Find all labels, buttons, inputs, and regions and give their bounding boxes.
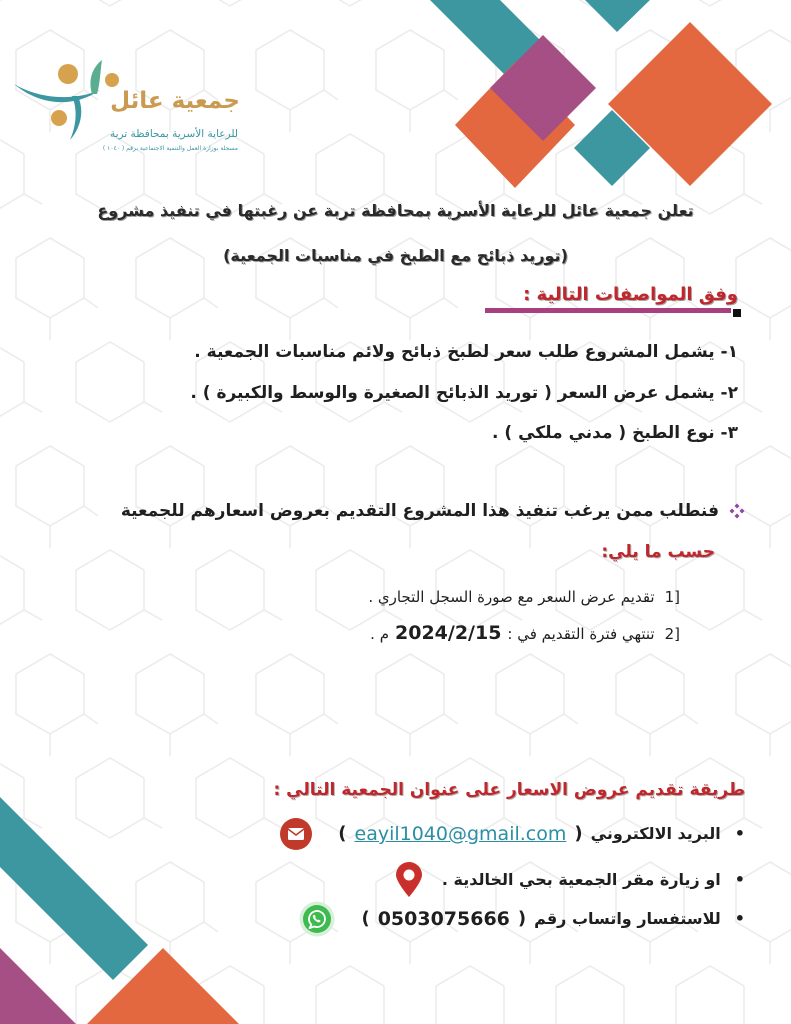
decor-teal-band-bottom	[0, 797, 148, 980]
step-1	[368, 585, 680, 609]
email-open-paren: (	[574, 823, 583, 844]
email-label: البريد الالكتروني	[590, 824, 721, 843]
step-1-number: 1]	[664, 588, 680, 606]
logo-lower-circle	[51, 110, 67, 126]
mail-icon	[280, 818, 312, 850]
four-diamonds-bullet-icon	[729, 503, 745, 519]
request-line	[121, 499, 745, 523]
contact-whatsapp-row	[299, 901, 745, 937]
location-pin-icon	[394, 862, 424, 898]
top-right-decoration	[420, 0, 791, 200]
logo-small-circle	[105, 73, 119, 87]
step-1-text: تقديم عرض السعر مع صورة السجل التجاري .	[368, 588, 655, 606]
step-2-number: 2]	[664, 625, 680, 643]
visit-text: او زيارة مقر الجمعية بحي الخالدية .	[441, 870, 721, 889]
step-2	[370, 621, 680, 646]
contact-heading: طريقة تقديم عروض الاسعار على عنوان الجمعية التالي :	[273, 780, 745, 800]
logo-name: جمعية عائل	[110, 88, 240, 114]
bullet-dot: •	[734, 909, 745, 928]
email-close-paren: )	[338, 823, 347, 844]
whatsapp-label: للاستفسار واتساب رقم	[534, 909, 721, 928]
specs-square-bullet	[733, 309, 741, 317]
phone-open-paren: (	[517, 908, 527, 929]
step-2-text: تنتهي فترة التقديم في :	[507, 625, 655, 643]
spec-item-2: ٢- يشمل عرض السعر ( توريد الذبائح الصغيرة والوسط والكبيرة ) .	[190, 383, 738, 403]
logo-head-circle	[58, 64, 78, 84]
contact-visit-row	[394, 862, 745, 898]
spec-item-3: ٣- نوع الطبخ ( مدني ملكي ) .	[492, 423, 738, 443]
logo-leaf	[90, 60, 102, 94]
whatsapp-phone-number: 0503075666	[377, 908, 510, 930]
email-link[interactable]: eayil1040@gmail.com	[354, 823, 567, 845]
specs-heading: وفق المواصفات التالية :	[523, 284, 738, 305]
deadline-date: 2024/2/15	[395, 622, 502, 644]
deadline-suffix: م .	[370, 625, 389, 643]
bullet-dot: •	[734, 824, 745, 843]
decor-purple-triangle	[0, 948, 76, 1024]
bottom-left-decoration	[0, 780, 260, 1024]
bullet-dot: •	[734, 870, 745, 889]
phone-close-paren: )	[361, 908, 370, 929]
request-text: فنطلب ممن يرغب تنفيذ هذا المشروع التقديم بعروض اسعارهم للجمعية	[120, 501, 719, 521]
decor-teal-triangle	[585, 0, 650, 32]
logo-registration-text: مسجلة بوزارة العمل والتنمية الاجتماعية برقم ( ١٠٤٠ )	[102, 145, 238, 152]
logo-arms-swoosh	[14, 84, 100, 102]
announcement-title-line2: (توريد ذبائح مع الطبخ في مناسبات الجمعية)	[223, 246, 568, 265]
request-subheading: حسب ما يلي:	[601, 542, 715, 562]
whatsapp-icon	[299, 901, 335, 937]
spec-item-1: ١- يشمل المشروع طلب سعر لطبخ ذبائح ولائم مناسبات الجمعية .	[194, 342, 738, 362]
announcement-title-line1: تعلن جمعية عائل للرعاية الأسرية بمحافظة تربة عن رغبتها في تنفيذ مشروع	[97, 201, 694, 220]
specs-heading-underline	[485, 308, 731, 313]
contact-email-row	[280, 818, 745, 850]
logo-tagline: للرعاية الأسرية بمحافظة تربة	[109, 128, 238, 140]
